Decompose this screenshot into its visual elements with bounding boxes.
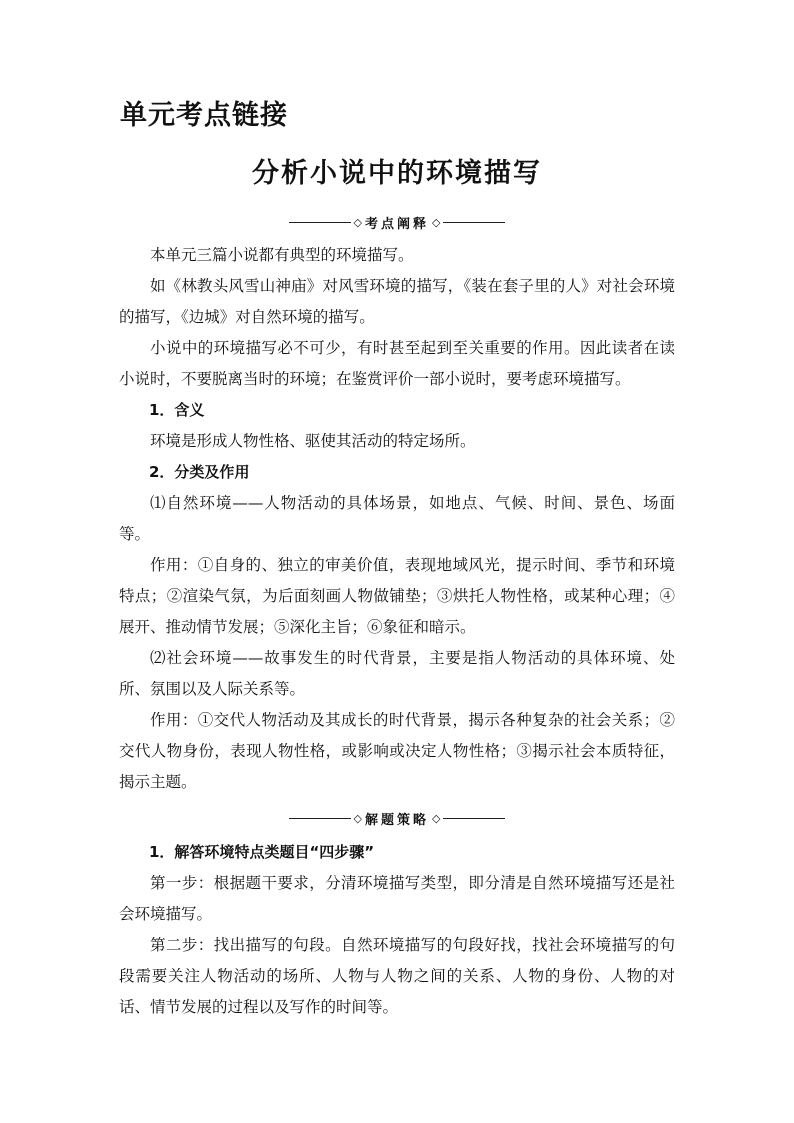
section-divider-strategy xyxy=(0,806,794,830)
section-divider-explanation xyxy=(0,210,794,234)
divider-line-left xyxy=(289,222,351,223)
paragraph-step2: 第二步：找出描写的句段。自然环境描写的句段好找，找社会环境描写的句段需要关注人物活动的场所、人物与人物之间的关系、人物的身份、人物的对话、情节发展的过程以及写作的时间等。 xyxy=(119,936,675,1016)
paragraph-importance: 小说中的环境描写必不可少，有时甚至起到至关重要的作用。因此读者在读小说时，不要脱离当时的环境；在鉴赏评价一部小说时，要考虑环境描写。 xyxy=(119,339,675,388)
strategy-body xyxy=(119,837,675,1023)
paragraph-social: ⑵社会环境——故事发生的时代背景，主要是指人物活动的具体环境、处所、氛围以及人际关系等。 xyxy=(119,649,675,698)
divider-line-right xyxy=(443,818,505,819)
paragraph-social-effect: 作用：①交代人物活动及其成长的时代背景，揭示各种复杂的社会关系；②交代人物身份，表现人物性格，或影响或决定人物性格；③揭示社会本质特征，揭示主题。 xyxy=(119,711,675,791)
main-title: 分析小说中的环境描写 xyxy=(252,158,542,189)
paragraph-natural-effect: 作用：①自身的、独立的审美价值，表现地域风光，提示时间、季节和环境特点；②渲染气氛，为后面刻画人物做铺垫；③烘托人物性格，或某种心理；④展开、推动情节发展；⑤深化主旨；⑥象征和暗示。 xyxy=(119,556,675,636)
unit-title: 单元考点链接 xyxy=(120,100,288,131)
heading-meaning: 1．含义 xyxy=(149,401,205,419)
diamond-icon: ◇ xyxy=(353,215,362,229)
diamond-icon: ◇ xyxy=(432,811,441,825)
section-label-explanation: 考点阐释 xyxy=(364,216,429,232)
explanation-body xyxy=(119,240,675,798)
heading-classification: 2．分类及作用 xyxy=(149,463,250,481)
paragraph-examples: 如《林教头风雪山神庙》对风雪环境的描写，《装在套子里的人》对社会环境的描写，《边城》对自然环境的描写。 xyxy=(119,277,675,326)
divider-line-left xyxy=(289,818,351,819)
paragraph-natural: ⑴自然环境——人物活动的具体场景，如地点、气候、时间、景色、场面等。 xyxy=(119,494,675,543)
diamond-icon: ◇ xyxy=(353,811,362,825)
section-label-strategy: 解题策略 xyxy=(364,812,429,828)
divider-line-right xyxy=(443,222,505,223)
heading-four-steps: 1．解答环境特点类题目“四步骤” xyxy=(149,843,375,861)
paragraph-intro: 本单元三篇小说都有典型的环境描写。 xyxy=(150,246,414,264)
paragraph-definition: 环境是形成人物性格、驱使其活动的特定场所。 xyxy=(150,432,476,450)
diamond-icon: ◇ xyxy=(432,215,441,229)
paragraph-step1: 第一步：根据题干要求，分清环境描写类型，即分清是自然环境描写还是社会环境描写。 xyxy=(119,874,675,923)
